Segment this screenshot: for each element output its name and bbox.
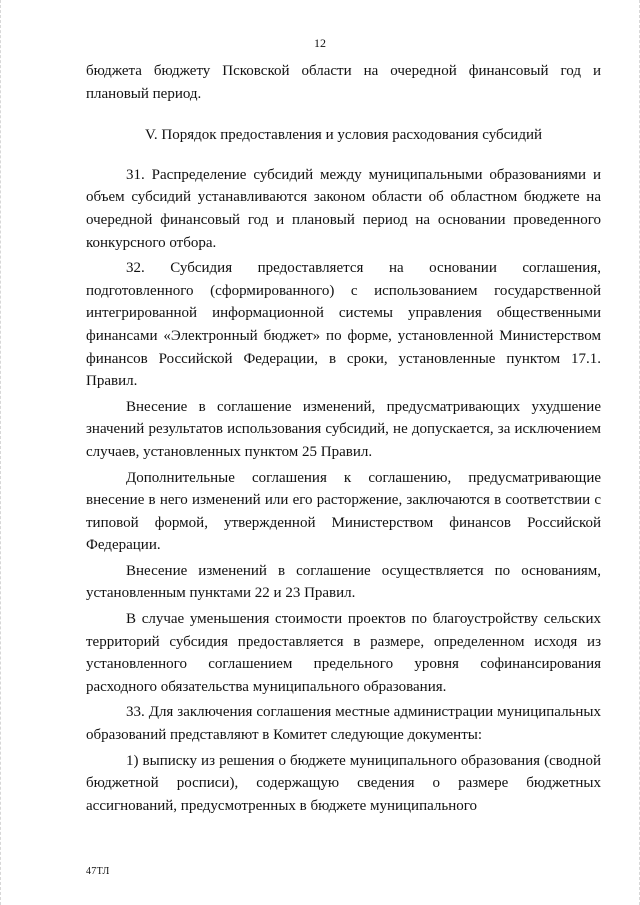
paragraph-additional-agreements: Дополнительные соглашения к соглашению, предусматривающие внесение в него изменений или его расторжение, заключаются в соответствии с типовой формой, утвержденной Министерством финансов Российской Федерации. (86, 469, 601, 554)
paragraph-31: 31. Распределение субсидий между муниципальными образованиями и объем субсидий устанавливаются законом области об областном бюджете на очередной финансовый год и плановый период на основании проведенного конкурсного отбора. (86, 166, 601, 251)
paragraph-amendment-grounds: Внесение изменений в соглашение осуществляется по основаниям, установленным пунктами 22 и 23 Правил. (86, 562, 601, 602)
page-edge-right (635, 0, 640, 905)
section-heading: V. Порядок предоставления и условия расходования субсидий (144, 127, 543, 144)
document-body (86, 60, 601, 817)
paragraph-cost-reduction: В случае уменьшения стоимости проектов по благоустройству сельских территорий субсидия предоставляется в размере, определенном исходя из установленного соглашением предельного уровня софинансирования расходного обязательства муниципального образования. (86, 611, 601, 695)
paragraph-amendment-restriction: Внесение в соглашение изменений, предусматривающих ухудшение значений результатов использования субсидий, не допускается, за исключением случаев, установленных пунктом 25 Правил. (86, 398, 601, 460)
paragraph-33: 33. Для заключения соглашения местные администрации муниципальных образований представляют в Комитет следующие документы: (86, 704, 601, 744)
page-edge-left (0, 0, 5, 905)
footer-code: 47ТЛ (86, 866, 110, 877)
paragraph-continuation: бюджета бюджету Псковской области на очередной финансовый год и плановый период. (86, 63, 601, 102)
paragraph-32: 32. Субсидия предоставляется на основании соглашения, подготовленного (сформированного) с использованием государственной интегрированной информационной системы управления общественными финансами «Электронный бюджет» по форме, установленной Министерством финансов Российской Федерации, в сроки, установленные пунктом 17.1. Правил. (86, 260, 601, 390)
paragraph-33-item-1: 1) выписку из решения о бюджете муниципального образования (сводной бюджетной росписи), содержащую сведения о размере бюджетных ассигнований, предусмотренных в бюджете муниципального (86, 752, 601, 814)
page-number: 12 (314, 36, 326, 50)
